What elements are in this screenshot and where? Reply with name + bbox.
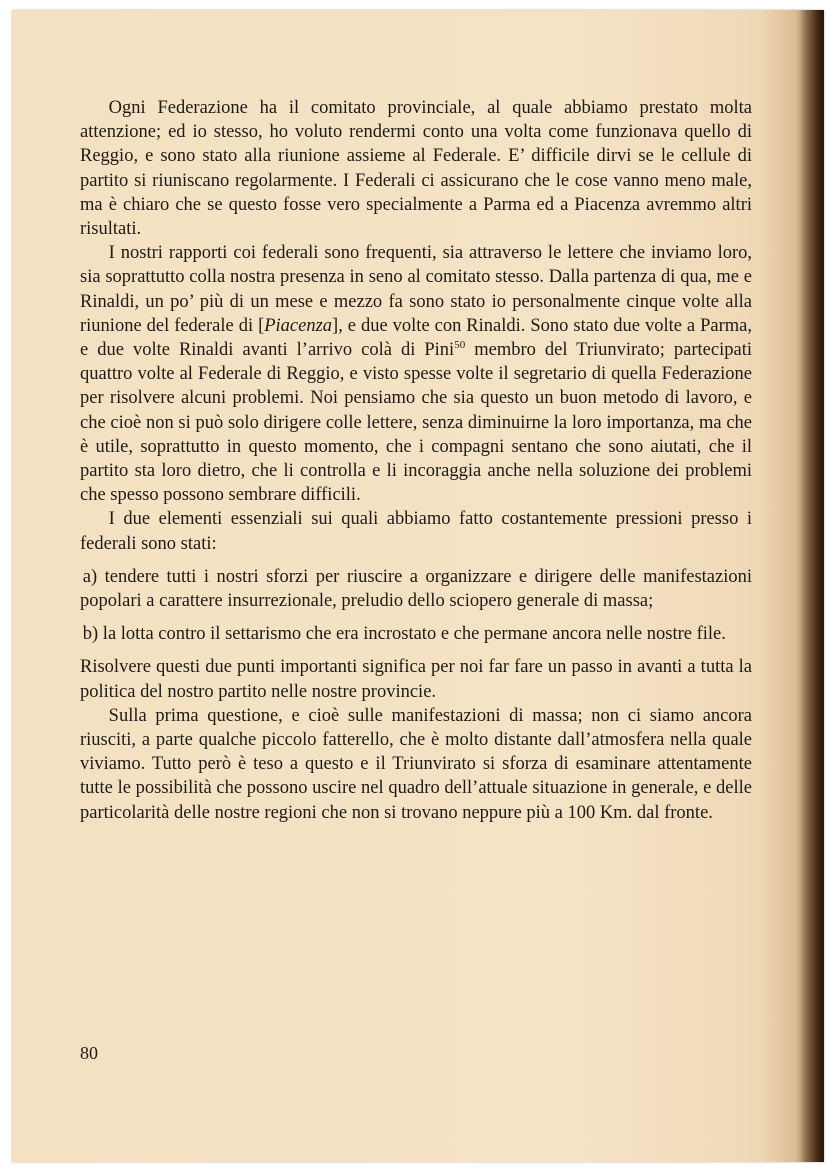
- paragraph-2-part-2: ], e due volte con Rinaldi. Sono stato due volte a Parma, e due volte Rinaldi avanti l’arrivo colà di Pini: [80, 315, 752, 361]
- paragraph-5: Sulla prima questione, e cioè sulle manifestazioni di massa; non ci siamo ancora riusciti, a parte qualche piccolo fatterello, che è molto distante dall’atmosfera nella quale viviamo. Tutto però è teso a questo e il Triunvirato si sforza di esaminare attentamente tutte le possibilità che possono uscire nel quadro dell’attuale situazione in generale, e delle particolarità delle nostre regioni che non si trovano neppure più a 100 Km. dal fronte.: [80, 705, 752, 823]
- body-text: [80, 96, 752, 825]
- list-item-a: a) tendere tutti i nostri sforzi per riuscire a organizzare e dirigere delle manifestazioni popolari a carattere insurrezionale, preludio dello sciopero generale di massa;: [80, 566, 752, 612]
- book-spine-shadow: [796, 10, 824, 1162]
- list-item-b: b) la lotta contro il settarismo che era incrostato e che permane ancora nelle nostre file.: [82, 624, 726, 645]
- paragraph-2-part-1: I nostri rapporti coi federali sono frequenti, sia attraverso le lettere che inviamo loro, sia soprattutto colla nostra presenza in seno al comitato stesso. Dalla partenza di qua, me e Rinaldi, un po’ più di un mese e mezzo fa sono stato io personalmente cinque volte alla riunione del federale di [: [80, 243, 752, 336]
- paragraph-3: I due elementi essenziali sui quali abbiamo fatto costantemente pressioni presso i federali sono stati:: [80, 509, 752, 554]
- paragraph-2: [80, 241, 752, 507]
- paragraph-4: Risolvere questi due punti importanti significa per noi far fare un passo in avanti a tutta la politica del nostro partito nelle nostre provincie.: [80, 657, 752, 702]
- paragraph-2-part-3: membro del Triunvirato; partecipati quattro volte al Federale di Reggio, e visto spesse volte il segretario di quella Federazione per risolvere alcuni problemi. Noi pensiamo che sia questo un buon metodo di lavoro, e che cioè non si può solo dirigere colle lettere, senza diminuirne la loro importanza, ma che è utile, soprattutto in questo momento, che i compagni sentano che sono aiutati, che il partito sta loro dietro, che li controlla e li incoraggia anche nella soluzione dei problemi che spesso possono sembrare difficili.: [80, 340, 752, 506]
- paragraph-1: Ogni Federazione ha il comitato provinciale, al quale abbiamo prestato molta attenzione; ed io stesso, ho voluto rendermi conto una volta come funzionava quello di Reggio, e sono stato alla riunione assieme al Federale. E’ difficile dirvi se le cellule di partito si riuniscano regolarmente. I Federali ci assicurano che le cose vanno meno male, ma è chiaro che se questo fosse vero specialmente a Parma ed a Piacenza avremmo altri risultati.: [80, 98, 752, 240]
- page-number: 80: [80, 1043, 98, 1063]
- editorial-insert: Piacenza: [264, 315, 333, 336]
- footnote-ref: 50: [454, 338, 466, 351]
